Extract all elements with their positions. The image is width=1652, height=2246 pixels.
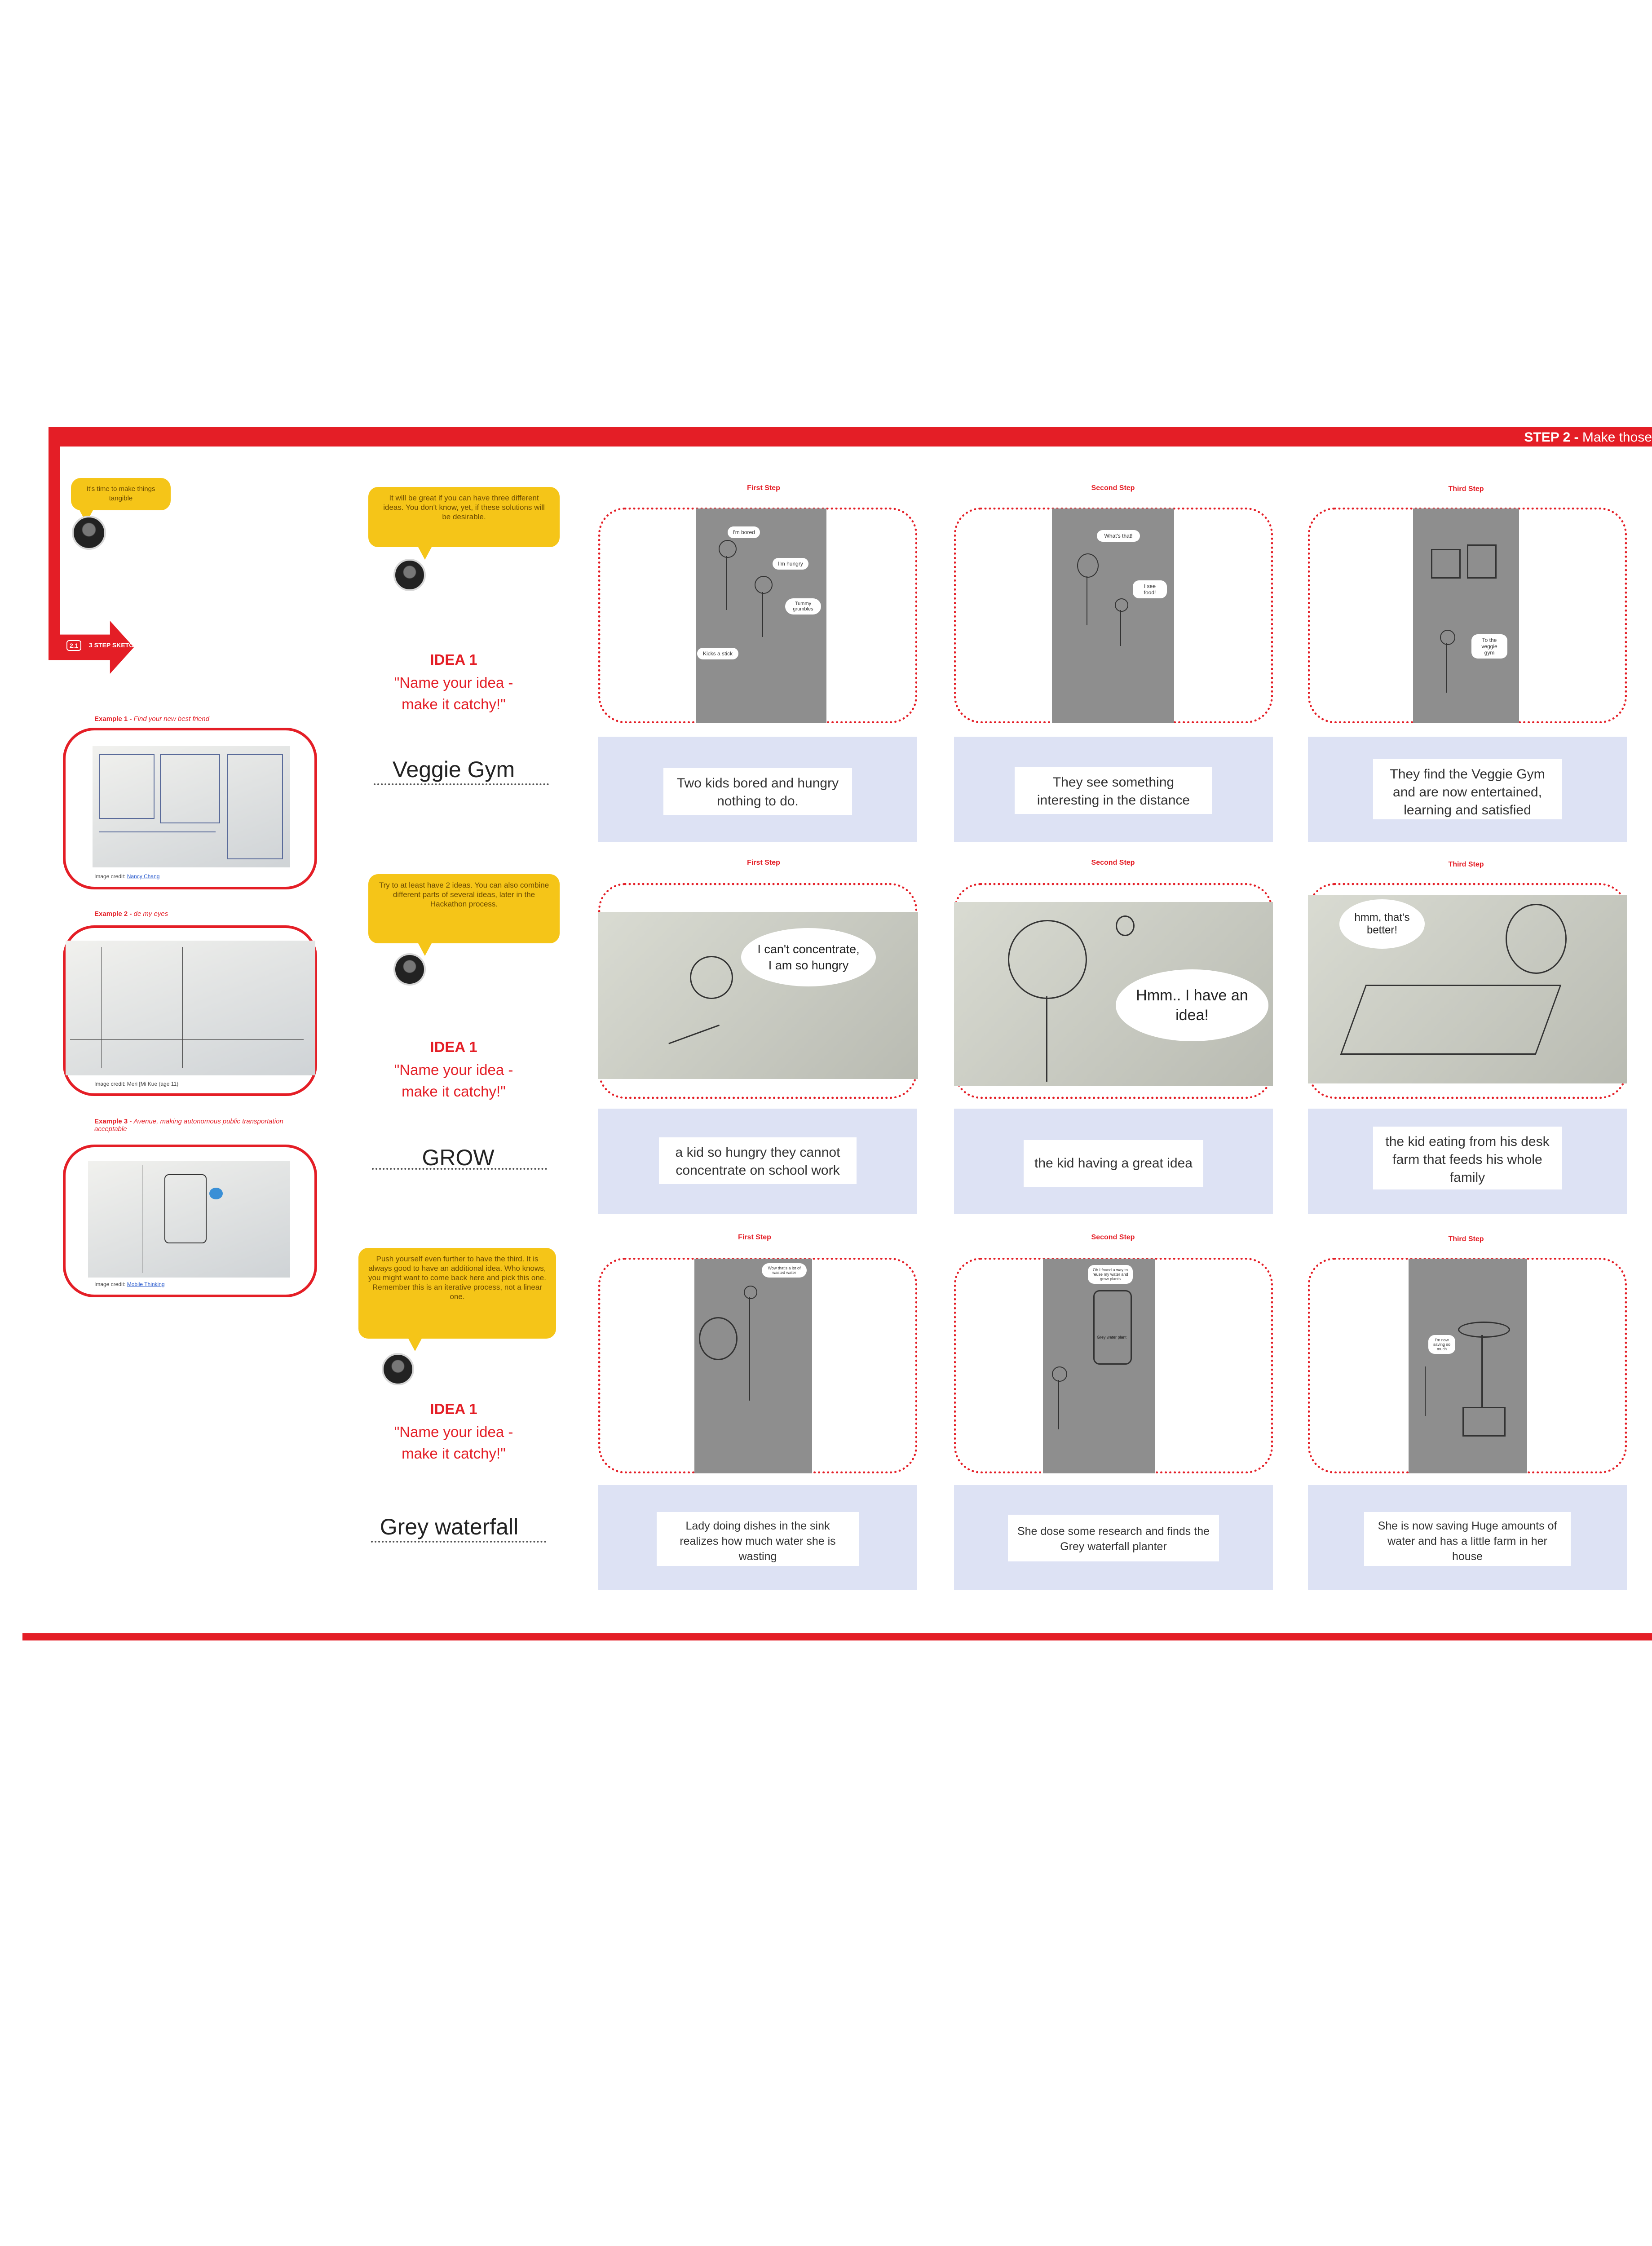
sketch-image: I can't concentrate, I am so hungry (598, 912, 918, 1079)
step-header-second: Second Step (1091, 1234, 1135, 1241)
idea-2-name[interactable]: GROW (422, 1145, 495, 1170)
example-2-credit: Image credit: Meri [Mi Kue (age 11) (94, 1081, 179, 1087)
caption-panel (1308, 1109, 1627, 1214)
idea-3-subtitle: "Name your idea - make it catchy!" (394, 1424, 513, 1462)
example-3-photo (88, 1161, 290, 1278)
sketch-image: Wow that's a lot of wasted water (694, 1259, 812, 1473)
header-title (1524, 430, 1652, 445)
example-1-credit: Image credit: Nancy Chang (94, 873, 160, 880)
caption-card: the kid eating from his desk farm that feeds his whole family (1373, 1127, 1562, 1189)
caption-panel (598, 737, 917, 842)
example-3-label: Example 3 - Avenue, making autonomous public transportation acceptable (94, 1118, 283, 1133)
step-header-third: Third Step (1448, 1235, 1484, 1243)
sketch-image: What's that! I see food! (1052, 508, 1174, 723)
caption-card: They see something interesting in the distance (1015, 767, 1212, 814)
sketch-image: Hmm.. I have an idea! (954, 902, 1273, 1086)
example-3-credit-link[interactable]: Mobile Thinking (127, 1281, 165, 1287)
idea-1-subtitle: "Name your idea - make it catchy!" (394, 674, 513, 712)
avatar (393, 953, 426, 986)
footer-bar (22, 1633, 1652, 1640)
sketch-image: I'm bored I'm hungry Tummy grumbles Kicks a stick (696, 508, 826, 723)
idea-1-bubble: It will be great if you can have three different ideas. You don't know, yet, if these solutions will be desirable. (368, 487, 560, 547)
header-bar (49, 427, 1652, 447)
example-3-credit: Image credit: Mobile Thinking (94, 1281, 165, 1287)
step-header-second: Second Step (1091, 859, 1135, 867)
caption-panel (598, 1109, 917, 1214)
sketch-image: Oh I found a way to reuse my water and grow plants Grey water plant (1043, 1259, 1155, 1473)
example-1-credit-link[interactable]: Nancy Chang (127, 873, 160, 880)
section-title: 3 STEP SKETCH (89, 641, 138, 649)
example-1-label: Example 1 - Find your new best friend (94, 715, 209, 723)
example-2-photo (66, 941, 315, 1075)
avatar (72, 516, 106, 550)
header-step-label: STEP 2 - (1524, 430, 1579, 445)
step-header-second: Second Step (1091, 484, 1135, 492)
caption-panel (598, 1485, 917, 1590)
caption-card: She dose some research and finds the Grey waterfall planter (1008, 1515, 1219, 1561)
intro-bubble: It's time to make things tangible (71, 478, 171, 510)
idea-2-underline (372, 1168, 547, 1170)
step-header-third: Third Step (1448, 485, 1484, 493)
idea-1-underline (374, 783, 549, 785)
caption-card: a kid so hungry they cannot concentrate on school work (659, 1137, 857, 1184)
caption-card: She is now saving Huge amounts of water and has a little farm in her house (1364, 1512, 1571, 1566)
idea-3-underline (371, 1541, 546, 1543)
step-header-first: First Step (747, 484, 780, 492)
idea-2-title: IDEA 1 (430, 1039, 477, 1055)
idea-1-name[interactable]: Veggie Gym (392, 757, 515, 782)
caption-panel (954, 1485, 1273, 1590)
section-number: 2.1 (66, 640, 81, 651)
avatar (382, 1353, 414, 1385)
avatar (393, 559, 426, 591)
idea-1-title: IDEA 1 (430, 651, 477, 668)
sketch-image: I'm now saving so much (1409, 1259, 1527, 1473)
caption-card: They find the Veggie Gym and are now entertained, learning and satisfied (1373, 759, 1562, 819)
step-header-third: Third Step (1448, 861, 1484, 868)
caption-card: Two kids bored and hungry nothing to do. (663, 768, 852, 815)
idea-2-bubble: Try to at least have 2 ideas. You can also combine different parts of several ideas, later in the Hackathon process. (368, 874, 560, 943)
left-bar (49, 427, 60, 647)
idea-3-name[interactable]: Grey waterfall (380, 1514, 519, 1539)
example-1-photo (93, 746, 290, 867)
header-step-title: Make those (1582, 430, 1652, 445)
sketch-image: hmm, that's better! (1308, 895, 1627, 1083)
step-header-first: First Step (738, 1234, 771, 1241)
sketch-image: To the veggie gym (1413, 508, 1519, 723)
idea-3-title: IDEA 1 (430, 1401, 477, 1417)
caption-card: the kid having a great idea (1024, 1140, 1203, 1187)
step-header-first: First Step (747, 859, 780, 867)
idea-2-subtitle: "Name your idea - make it catchy!" (394, 1061, 513, 1100)
example-3-card[interactable] (63, 1145, 317, 1297)
example-1-card[interactable] (63, 728, 317, 889)
example-2-card[interactable] (63, 925, 317, 1096)
caption-panel (1308, 737, 1627, 842)
example-2-label: Example 2 - de my eyes (94, 910, 168, 918)
caption-card: Lady doing dishes in the sink realizes how much water she is wasting (657, 1512, 859, 1566)
caption-panel (954, 737, 1273, 842)
caption-panel (1308, 1485, 1627, 1590)
idea-3-bubble: Push yourself even further to have the third. It is always good to have an additional idea. Who knows, you might want to come back here and pick this one. Remember this is an iterative process, not a linear one. (358, 1248, 556, 1339)
caption-panel (954, 1109, 1273, 1214)
